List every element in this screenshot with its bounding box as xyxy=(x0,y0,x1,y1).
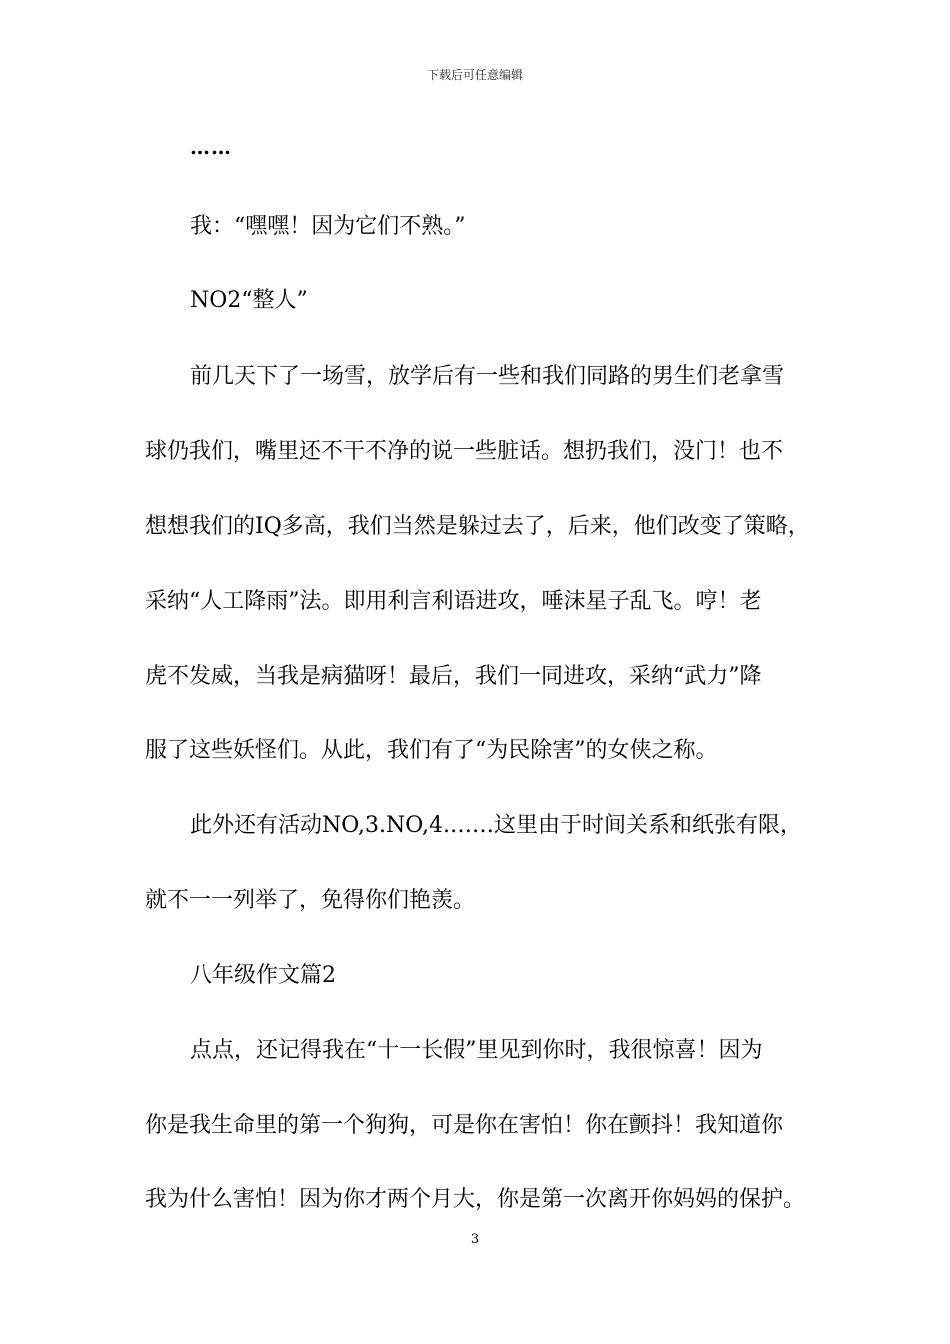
paragraph-line: 我：“嘿嘿！因为它们不熟。” xyxy=(190,214,466,239)
page-header: 下载后可任意编辑 xyxy=(426,68,523,82)
paragraph-line: 前几天下了一场雪，放学后有一些和我们同路的男生们老拿雪 xyxy=(190,364,785,389)
section-heading: NO2“整人” xyxy=(190,288,308,313)
page-number: 3 xyxy=(470,1232,480,1247)
paragraph-line: 虎不发威，当我是病猫呀！最后，我们一同进攻，采纳“武力”降 xyxy=(145,664,762,689)
paragraph-line: 就不一一列举了，免得你们艳羡。 xyxy=(145,888,476,913)
paragraph-line: 你是我生命里的第一个狗狗，可是你在害怕！你在颤抖！我知道你 xyxy=(145,1113,784,1138)
ellipsis-line: …… xyxy=(190,135,232,159)
paragraph-line: 服了这些妖怪们。从此，我们有了“为民除害”的女侠之称。 xyxy=(145,738,718,763)
paragraph-line: 球仍我们，嘴里还不干不净的说一些脏话。想扔我们，没门！也不 xyxy=(145,439,784,464)
paragraph-line: 采纳“人工降雨”法。即用利言利语进攻，唾沫星子乱飞。哼！老 xyxy=(145,589,762,614)
paragraph-line: 想想我们的IQ多高，我们当然是躲过去了，后来，他们改变了策略， xyxy=(145,514,810,539)
paragraph-line: 此外还有活动NO,3.NO,4.……这里由于时间关系和纸张有限， xyxy=(190,813,802,838)
paragraph-line: 点点，还记得我在“十一长假”里见到你时，我很惊喜！因为 xyxy=(190,1038,763,1063)
section-heading: 八年级作文篇2 xyxy=(190,963,336,988)
paragraph-line: 我为什么害怕！因为你才两个月大，你是第一次离开你妈妈的保护。 xyxy=(145,1187,806,1212)
